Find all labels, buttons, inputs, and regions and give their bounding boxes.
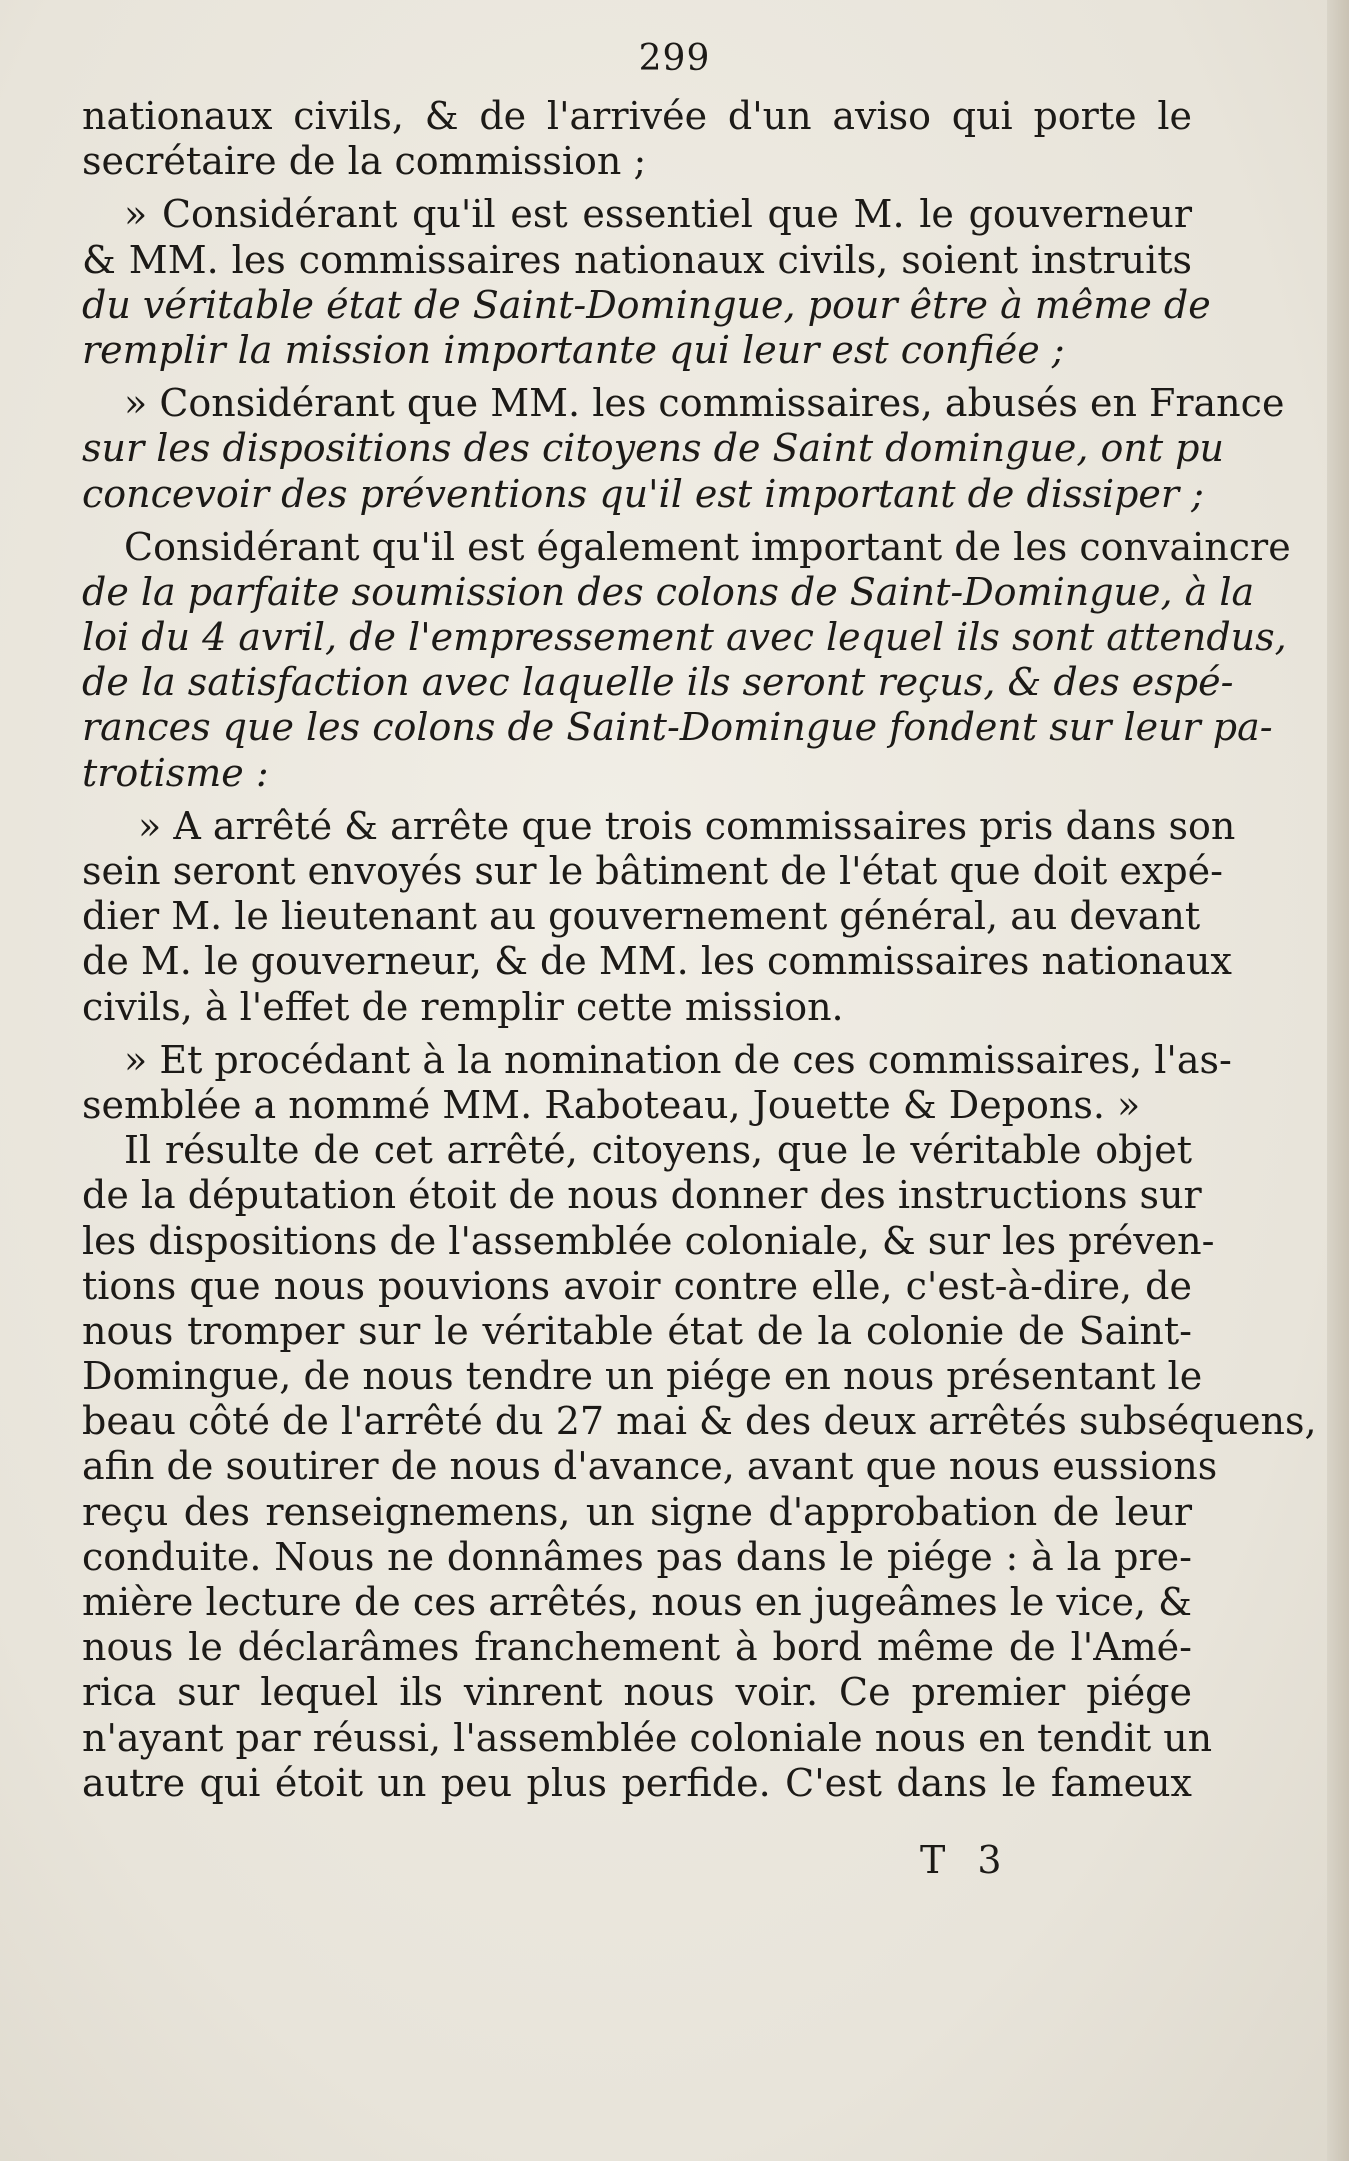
page-edge-shadow <box>1327 0 1349 2161</box>
text-line: rances que les colons de Saint-Domingue fondent sur leur pa- <box>82 705 1273 750</box>
page-number: 299 <box>638 38 711 79</box>
body-text <box>82 94 1317 1806</box>
text-line: rica sur lequel ils vinrent nous voir. Ce premier piége <box>82 1670 1192 1715</box>
text-line: tions que nous pouvions avoir contre elle, c'est-à-dire, de <box>82 1263 1192 1308</box>
text-line: n'ayant par réussi, l'assemblée coloniale nous en tendit un <box>82 1715 1213 1760</box>
signature-mark: T 3 <box>920 1838 1012 1882</box>
text-line: autre qui étoit un peu plus perfide. C'est dans le fameux <box>82 1760 1192 1805</box>
text-line: » Considérant qu'il est essentiel que M. le gouverneur <box>124 192 1192 237</box>
text-line: nationaux civils, & de l'arrivée d'un aviso qui porte le <box>82 94 1192 138</box>
text-line: reçu des renseignemens, un signe d'approbation de leur <box>82 1489 1192 1534</box>
paragraph-3 <box>82 381 1285 517</box>
text-line: conduite. Nous ne donnâmes pas dans le piége : à la pre- <box>82 1534 1192 1579</box>
text-line: les dispositions de l'assemblée coloniale, & sur les préven- <box>82 1218 1215 1263</box>
paragraph-4 <box>82 524 1291 796</box>
text-line: trotisme : <box>82 750 269 795</box>
text-line: de la satisfaction avec laquelle ils seront reçus, & des espé- <box>82 660 1234 705</box>
text-line: » A arrêté & arrête que trois commissaires pris dans son <box>138 803 1236 848</box>
text-line: de la parfaite soumission des colons de Saint-Domingue, à la <box>82 569 1255 614</box>
text-line: sein seront envoyés sur le bâtiment de l'état que doit expé- <box>82 849 1223 893</box>
text-line: de la députation étoit de nous donner des instructions sur <box>82 1173 1202 1218</box>
text-line: Considérant qu'il est également important de les convaincre <box>124 524 1291 569</box>
text-line: Domingue, de nous tendre un piége en nous présentant le <box>82 1354 1203 1399</box>
text-line: dier M. le lieutenant au gouvernement général, au devant <box>82 894 1201 939</box>
text-line: nous le déclarâmes franchement à bord même de l'Amé- <box>82 1625 1192 1670</box>
paragraph-2 <box>82 192 1211 373</box>
text-line: secrétaire de la commission ; <box>82 139 647 184</box>
text-line: » Considérant que MM. les commissaires, abusés en France <box>124 381 1285 426</box>
text-line: semblée a nommé MM. Raboteau, Jouette & Depons. » <box>82 1082 1141 1127</box>
text-line: & MM. les commissaires nationaux civils, soient instruits <box>82 237 1192 282</box>
paragraph-1 <box>82 94 1192 184</box>
text-line: concevoir des préventions qu'il est important de dissiper ; <box>82 471 1204 516</box>
text-line: sur les dispositions des citoyens de Saint domingue, ont pu <box>82 426 1224 471</box>
text-line: beau côté de l'arrêté du 27 mai & des deux arrêtés subséquens, <box>82 1399 1317 1444</box>
paragraph-5 <box>82 803 1236 1030</box>
text-line: civils, à l'effet de remplir cette mission. <box>82 984 844 1029</box>
text-line: Il résulte de cet arrêté, citoyens, que le véritable objet <box>124 1128 1192 1173</box>
paragraph-7 <box>82 1128 1317 1806</box>
text-line: afin de soutirer de nous d'avance, avant que nous eussions <box>82 1444 1218 1489</box>
text-line: nous tromper sur le véritable état de la colonie de Saint- <box>82 1308 1192 1353</box>
paragraph-6 <box>82 1037 1232 1128</box>
text-line: du véritable état de Saint-Domingue, pour être à même de <box>82 282 1211 327</box>
text-line: de M. le gouverneur, & de MM. les commissaires nationaux <box>82 939 1232 984</box>
text-line: » Et procédant à la nomination de ces commissaires, l'as- <box>124 1037 1232 1082</box>
text-line: loi du 4 avril, de l'empressement avec lequel ils sont attendus, <box>82 615 1287 660</box>
text-line: mière lecture de ces arrêtés, nous en jugeâmes le vice, & <box>82 1580 1192 1624</box>
text-line: remplir la mission importante qui leur est confiée ; <box>82 327 1065 372</box>
